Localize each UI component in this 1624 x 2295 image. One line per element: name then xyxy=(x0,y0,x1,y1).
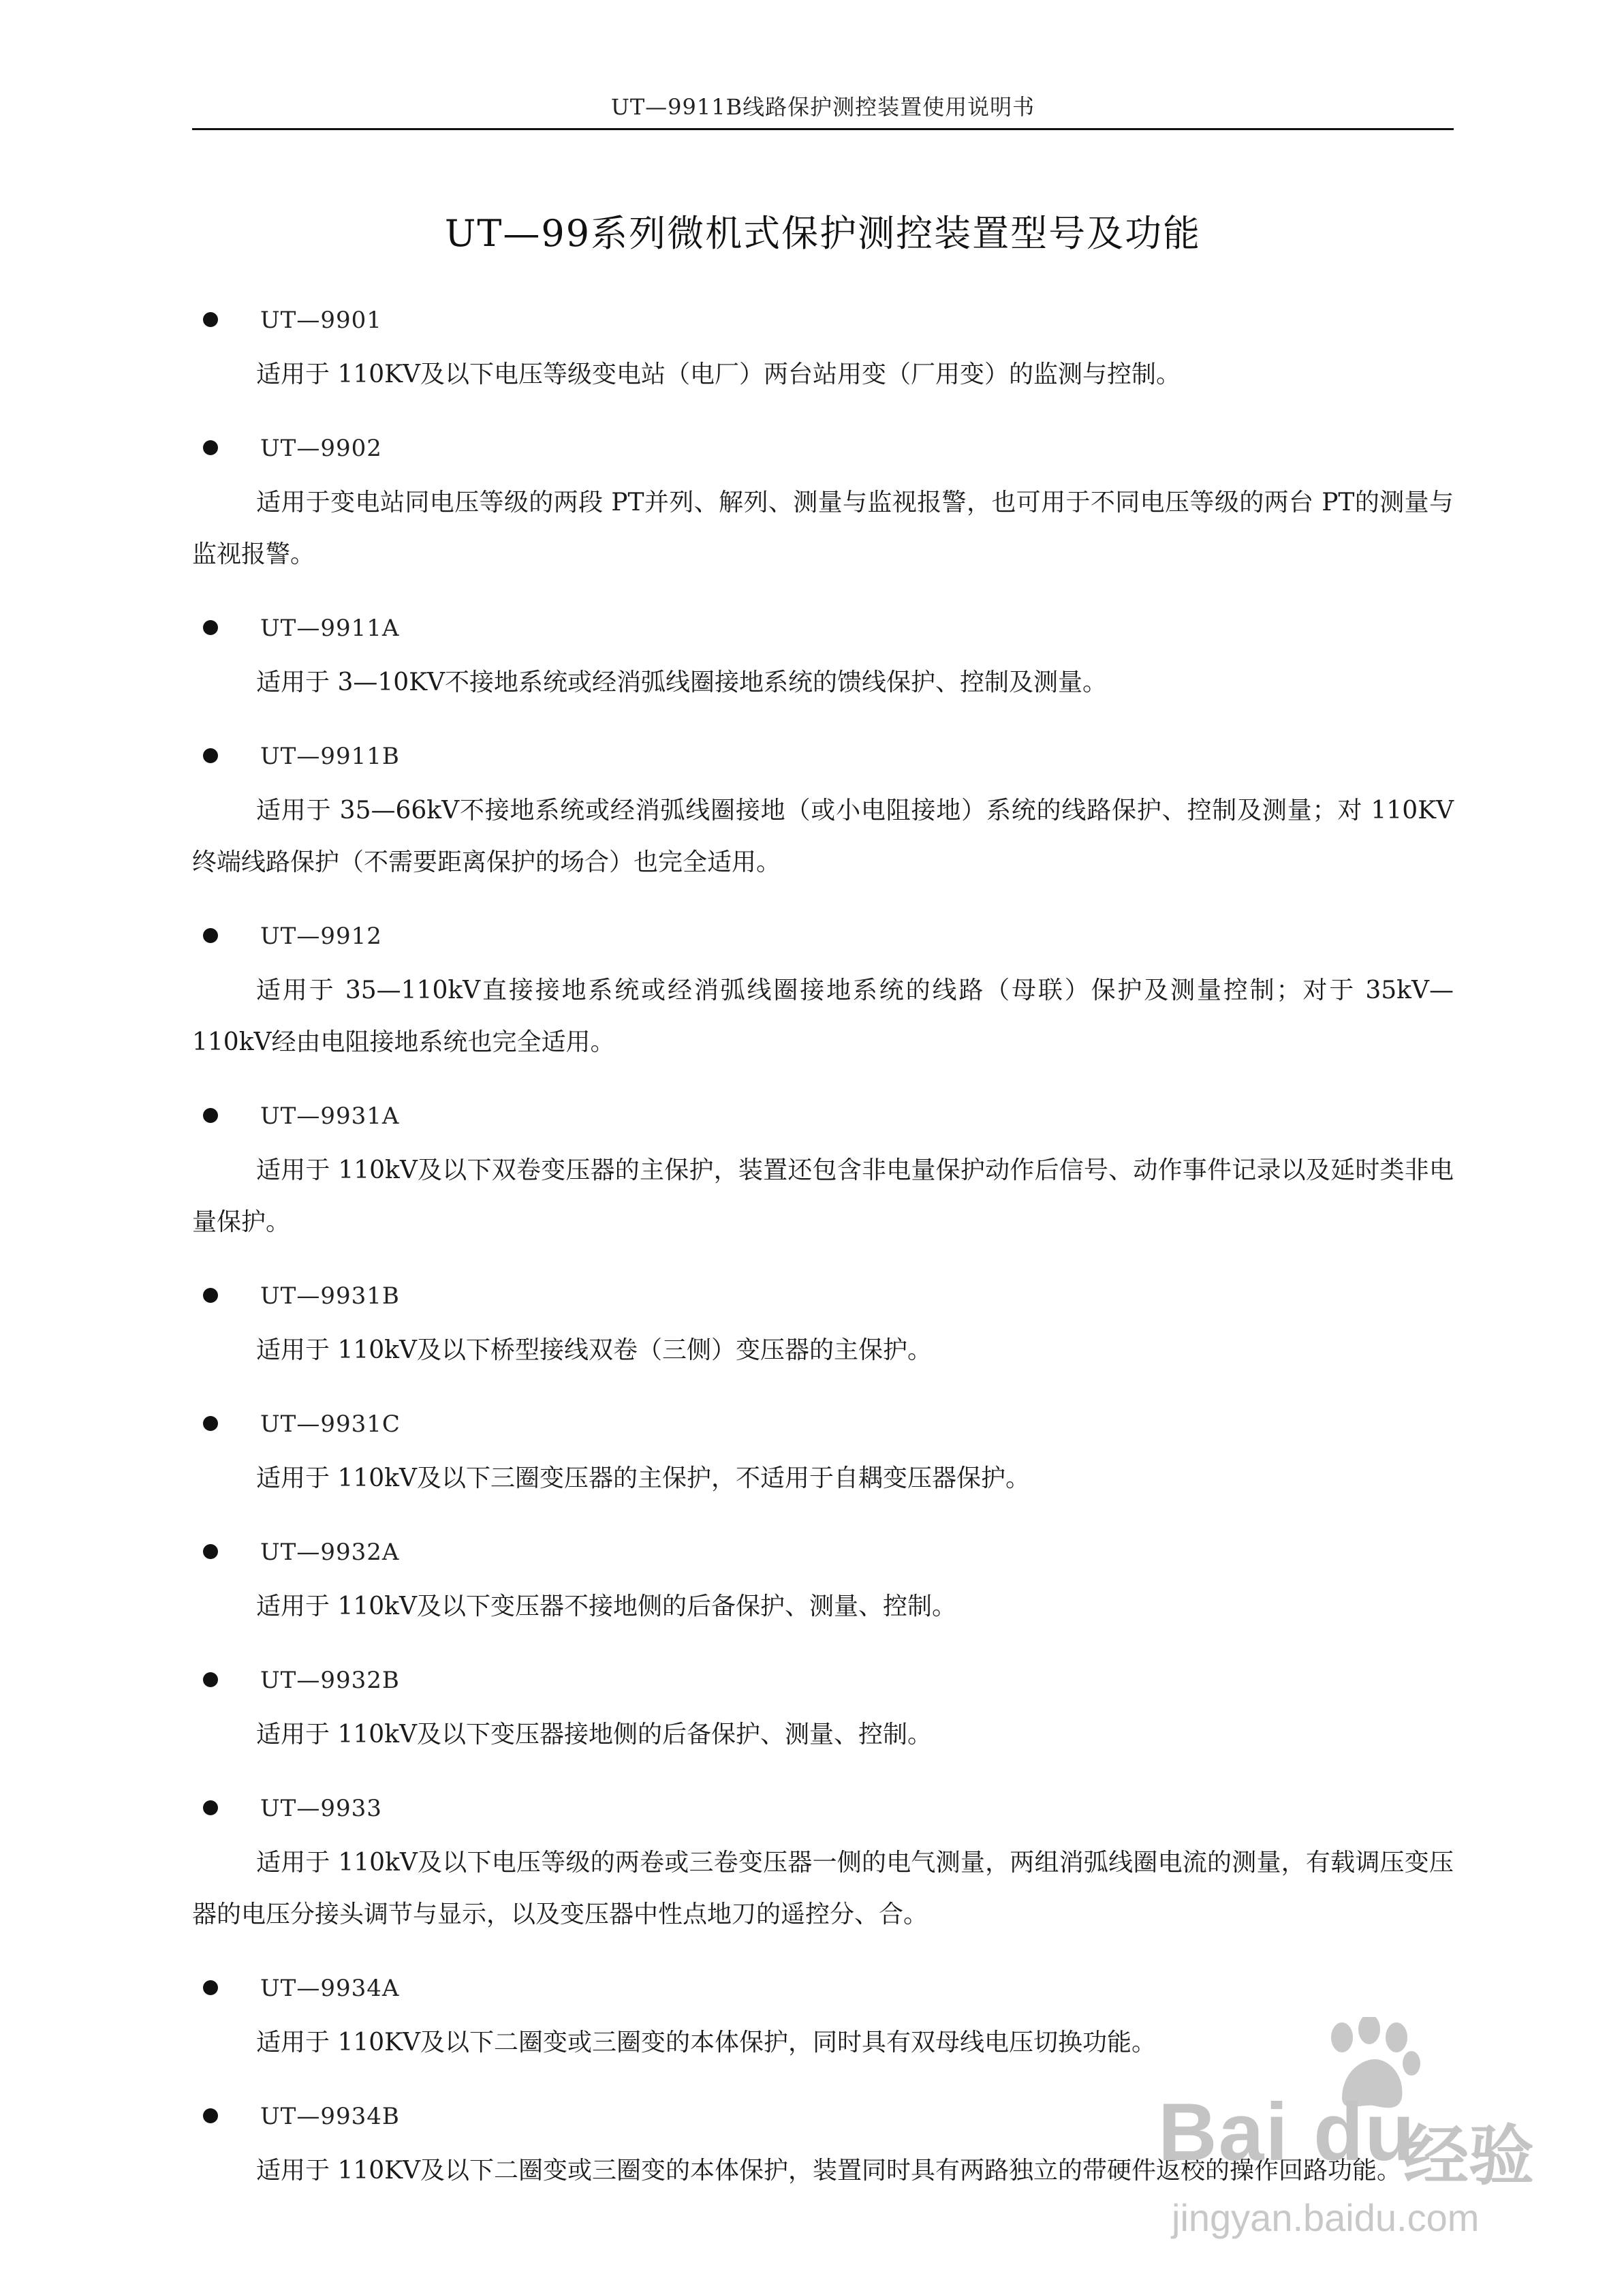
watermark-subtitle: 经验 xyxy=(1403,2120,1534,2193)
model-name: UT—9902 xyxy=(260,435,382,462)
model-description: 适用于 35—110kV直接接地系统或经消弧线圈接地系统的线路（母联）保护及测量控制；对于 35kV—110kV经由电阻接地系统也完全适用。 xyxy=(192,976,1454,1056)
model-item xyxy=(0,1660,1624,1761)
model-item xyxy=(0,736,1624,889)
baidu-jingyan-watermark xyxy=(1158,2017,1540,2262)
model-item xyxy=(0,916,1624,1068)
model-item xyxy=(0,300,1624,401)
bullet-icon xyxy=(203,440,218,455)
watermark-url: jingyan.baidu.com xyxy=(1172,2196,1480,2239)
model-description: 适用于 110kV及以下三圈变压器的主保护，不适用于自耦变压器保护。 xyxy=(256,1464,1030,1492)
model-description: 适用于 110kV及以下双卷变压器的主保护，装置还包含非电量保护动作后信号、动作事件记录以及延时类非电量保护。 xyxy=(192,1156,1454,1236)
bullet-icon xyxy=(203,1288,218,1303)
model-item xyxy=(0,428,1624,581)
model-description: 适用于 110KV及以下二圈变或三圈变的本体保护，同时具有双母线电压切换功能。 xyxy=(256,2029,1157,2057)
model-description: 适用于 110kV及以下变压器接地侧的后备保护、测量、控制。 xyxy=(256,1721,932,1749)
model-name: UT—9933 xyxy=(260,1795,382,1822)
model-description: 适用于 3—10KV不接地系统或经消弧线圈接地系统的馈线保护、控制及测量。 xyxy=(256,668,1108,696)
model-name: UT—9934A xyxy=(260,1975,400,2002)
bullet-icon xyxy=(203,1544,218,1559)
model-name: UT—9911A xyxy=(260,615,400,642)
model-item xyxy=(0,1788,1624,1941)
model-description: 适用于 35—66kV不接地系统或经消弧线圈接地（或小电阻接地）系统的线路保护、控制及测量；对 110KV终端线路保护（不需要距离保护的场合）也完全适用。 xyxy=(192,797,1454,876)
model-description: 适用于 110kV及以下电压等级的两卷或三卷变压器一侧的电气测量，两组消弧线圈电流的测量，有载调压变压器的电压分接头调节与显示，以及变压器中性点地刀的遥控分、合。 xyxy=(192,1849,1454,1928)
model-name: UT—9901 xyxy=(260,307,382,334)
model-description: 适用于变电站同电压等级的两段 PT并列、解列、测量与监视报警，也可用于不同电压等级的两台 PT的测量与监视报警。 xyxy=(192,489,1454,568)
bullet-icon xyxy=(203,1108,218,1123)
header-rule xyxy=(192,128,1454,130)
watermark-brand: Bai du xyxy=(1158,2086,1416,2178)
bullet-icon xyxy=(203,1416,218,1431)
bullet-icon xyxy=(203,1800,218,1815)
model-name: UT—9912 xyxy=(260,923,382,950)
model-item xyxy=(0,1532,1624,1633)
bullet-icon xyxy=(203,620,218,635)
page-header: UT—9911B线路保护测控装置使用说明书 xyxy=(610,94,1035,120)
model-name: UT—9931A xyxy=(260,1103,400,1130)
model-item xyxy=(0,608,1624,709)
model-name: UT—9931B xyxy=(260,1282,400,1310)
bullet-icon xyxy=(203,928,218,943)
document-title: UT—99系列微机式保护测控装置型号及功能 xyxy=(444,212,1202,255)
model-description: 适用于 110kV及以下变压器不接地侧的后备保护、测量、控制。 xyxy=(256,1592,956,1620)
model-name: UT—9934B xyxy=(260,2103,400,2130)
bullet-icon xyxy=(203,312,218,327)
model-name: UT—9932A xyxy=(260,1539,400,1566)
model-list xyxy=(0,300,1624,2224)
model-item xyxy=(0,1276,1624,1376)
model-item xyxy=(0,1096,1624,1248)
bullet-icon xyxy=(203,1980,218,1995)
model-name: UT—9911B xyxy=(260,743,400,770)
model-name: UT—9931C xyxy=(260,1411,401,1438)
model-description: 适用于 110kV及以下桥型接线双卷（三侧）变压器的主保护。 xyxy=(256,1336,932,1364)
model-description: 适用于 110KV及以下电压等级变电站（电厂）两台站用变（厂用变）的监测与控制。 xyxy=(256,360,1181,388)
model-item xyxy=(0,1404,1624,1505)
model-description: 适用于 110KV及以下二圈变或三圈变的本体保护，装置同时具有两路独立的带硬件返校的操作回路功能。 xyxy=(256,2157,1402,2185)
bullet-icon xyxy=(203,2108,218,2123)
model-name: UT—9932B xyxy=(260,1667,400,1694)
bullet-icon xyxy=(203,748,218,763)
bullet-icon xyxy=(203,1672,218,1687)
